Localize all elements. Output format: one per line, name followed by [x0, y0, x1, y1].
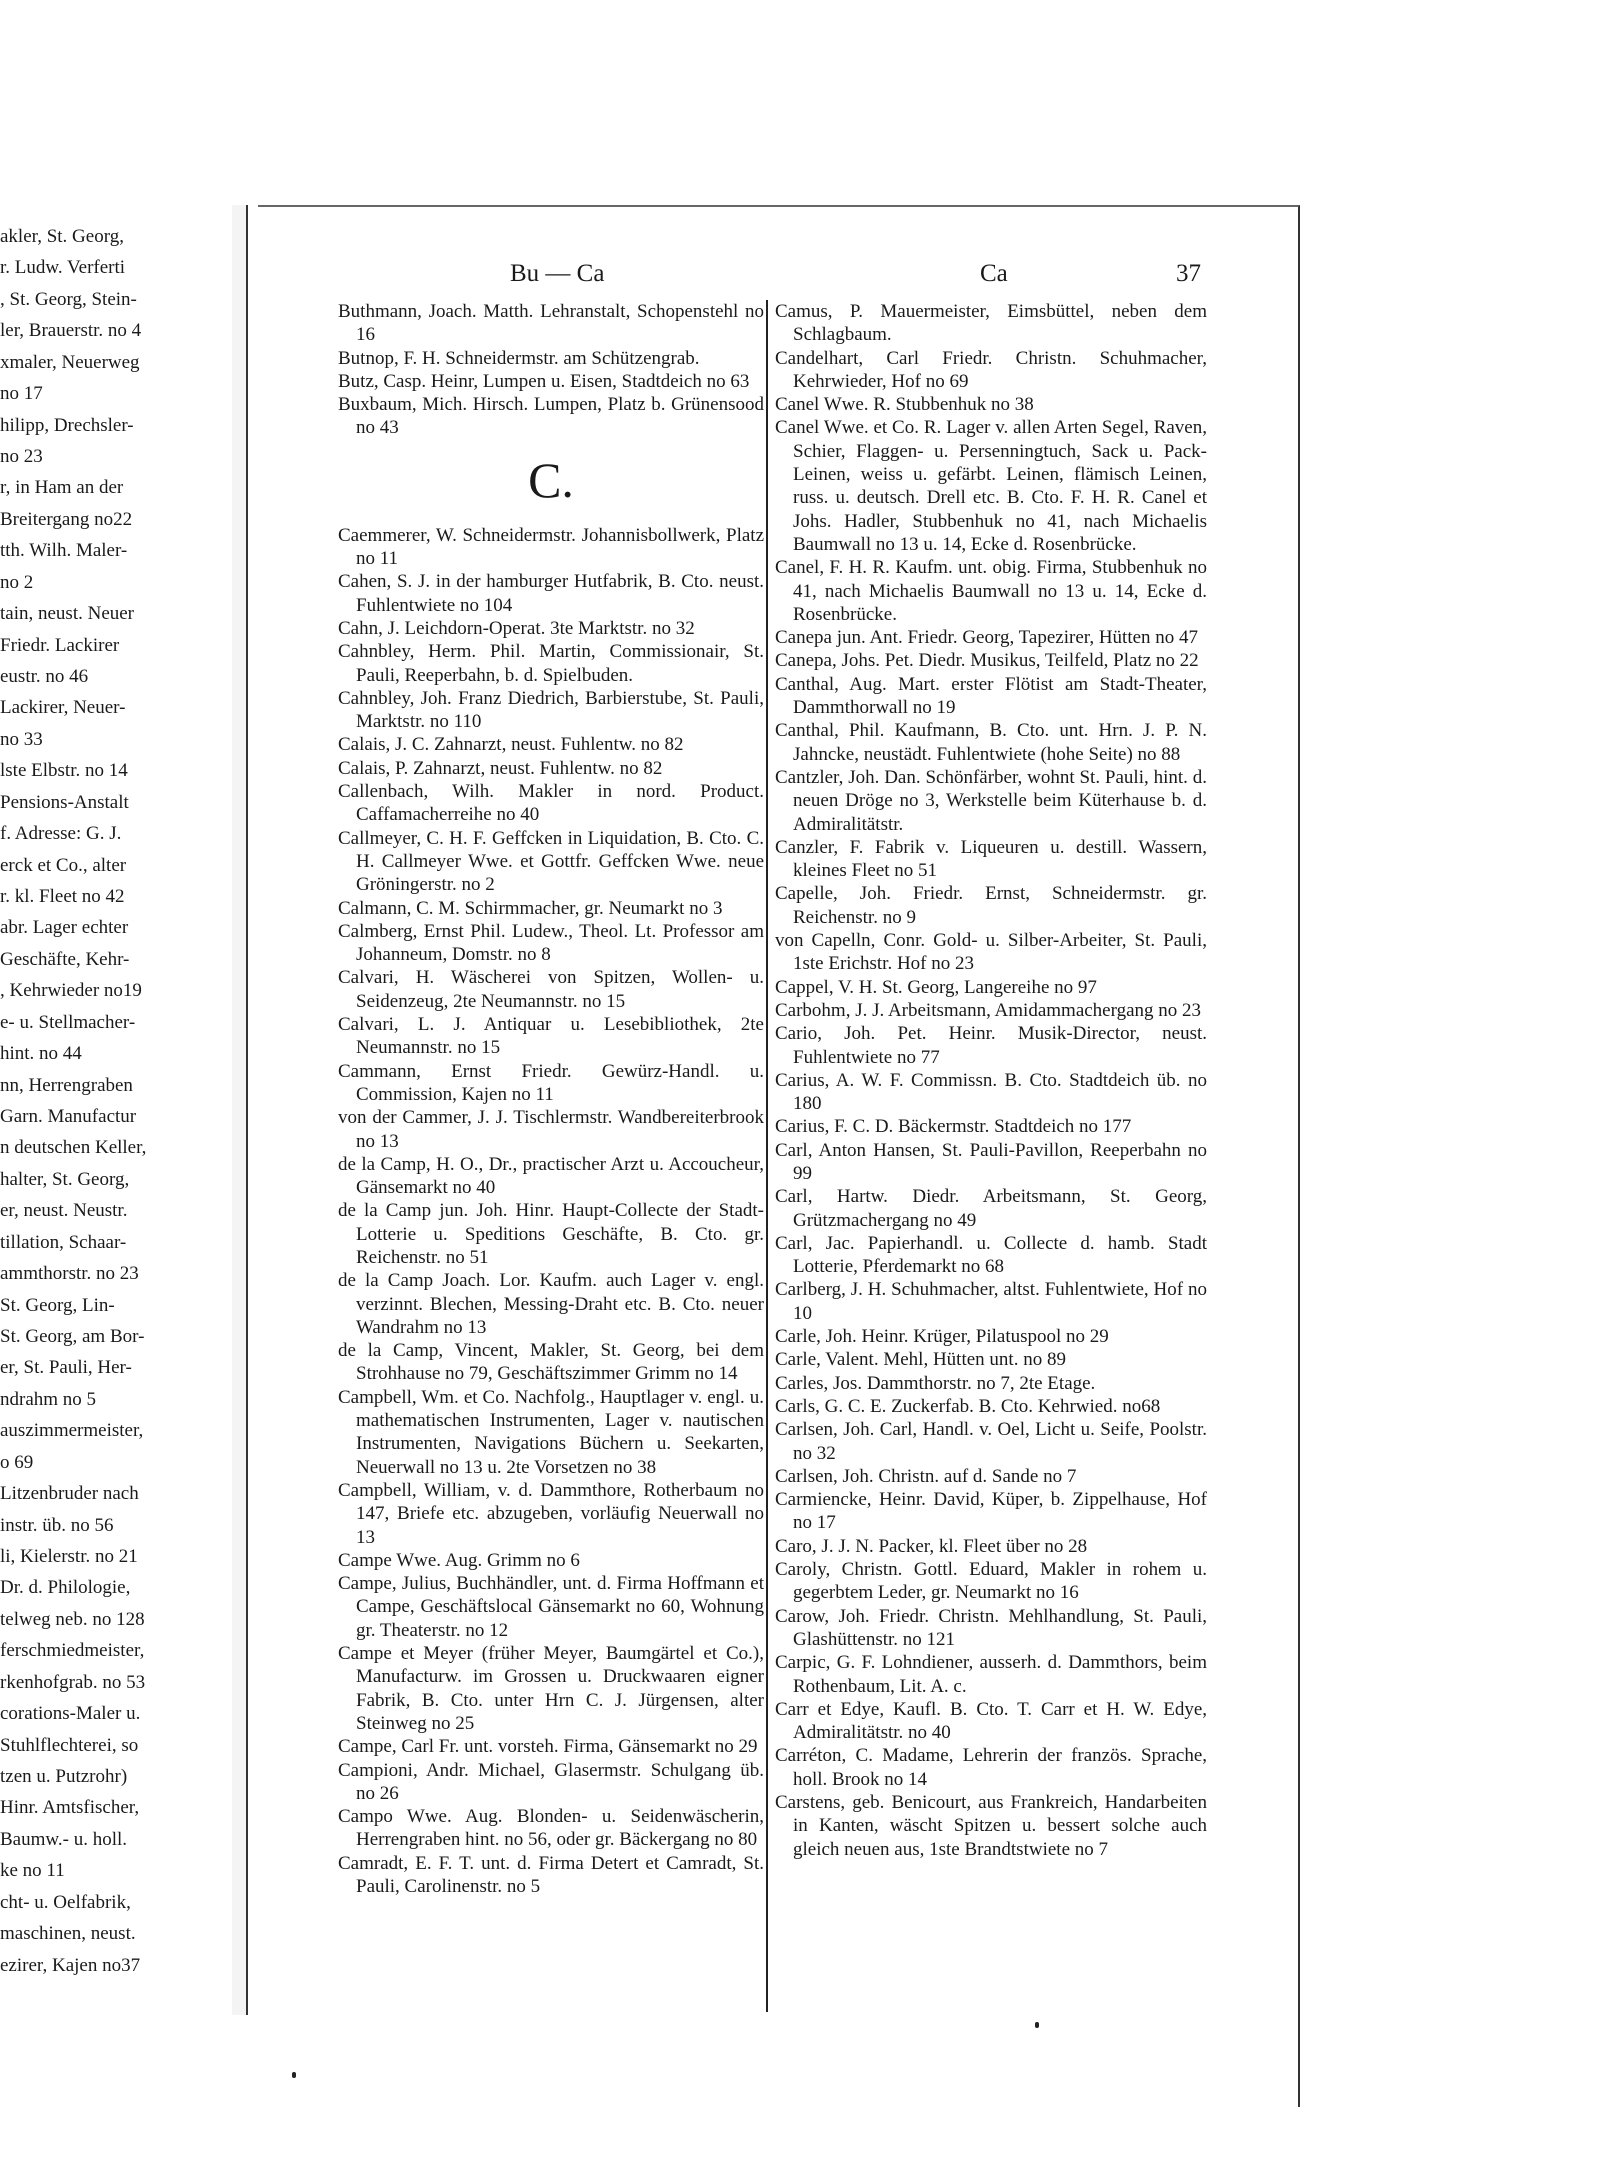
directory-entry: Carow, Joh. Friedr. Christn. Mehlhandlung, St. Pauli, Glashüttenstr. no 121: [775, 1605, 1207, 1650]
left-page-line: tzen u. Putzrohr): [0, 1766, 128, 1787]
directory-entry: Caro, J. J. N. Packer, kl. Fleet über no 28: [775, 1535, 1088, 1557]
directory-entry: Carles, Jos. Dammthorstr. no 7, 2te Etage.: [775, 1372, 1096, 1394]
column-a: [338, 300, 764, 1898]
column-a-entries-before: [338, 300, 764, 440]
left-page-line: St. Georg, am Bor-: [0, 1326, 145, 1347]
directory-entry: Cappel, V. H. St. Georg, Langereihe no 97: [775, 976, 1097, 998]
directory-entry: Carlsen, Joh. Christn. auf d. Sande no 7: [775, 1465, 1077, 1487]
book-gutter: [232, 205, 248, 2015]
left-page-line: abr. Lager echter: [0, 917, 129, 939]
left-page-line: tth. Wilh. Maler-: [0, 540, 128, 562]
left-page-line: no 2: [0, 571, 34, 593]
directory-entry: Butz, Casp. Heinr, Lumpen u. Eisen, Stadtdeich no 63: [338, 370, 750, 392]
directory-entry: Canzler, F. Fabrik v. Liqueuren u. destill. Wassern, kleines Fleet no 51: [775, 836, 1207, 882]
directory-entry: Carréton, C. Madame, Lehrerin der französ. Sprache, holl. Brook no 14: [775, 1745, 1207, 1790]
left-page-line: ezirer, Kajen no37: [0, 1954, 141, 1976]
left-page-line: e- u. Stellmacher-: [0, 1011, 136, 1033]
directory-entry: de la Camp jun. Joh. Hinr. Haupt-Collecte der Stadt-Lotterie u. Speditions Geschäfte, B. Cto. gr. Reichenstr. no 51: [338, 1200, 764, 1268]
directory-entry: Calais, J. C. Zahnarzt, neust. Fuhlentw. no 82: [338, 734, 684, 756]
directory-entry: de la Camp Joach. Lor. Kaufm. auch Lager v. engl. verzinnt. Blechen, Messing-Draht etc. B. Cto. neuer Wandrahm no 13: [338, 1270, 764, 1338]
section-letter-heading: C.: [528, 451, 574, 508]
left-page-line: hilipp, Drechsler-: [0, 414, 134, 436]
directory-entry: Canthal, Aug. Mart. erster Flötist am Stadt-Theater, Dammthorwall no 19: [775, 673, 1207, 719]
left-page-line: ke no 11: [0, 1860, 65, 1882]
directory-entry: Carius, A. W. F. Commissn. B. Cto. Stadtdeich üb. no 180: [775, 1069, 1207, 1115]
left-page-line: auszimmermeister,: [0, 1420, 144, 1442]
directory-entry: Campe, Carl Fr. unt. vorsteh. Firma, Gänsemarkt no 29: [338, 1736, 758, 1758]
left-page-line: lste Elbstr. no 14: [0, 760, 128, 782]
left-page-line: ndrahm no 5: [0, 1388, 97, 1410]
left-page-line: Pensions-Anstalt: [0, 791, 129, 813]
directory-entry: Campbell, Wm. et Co. Nachfolg., Hauptlager v. engl. u. mathematischen Instrumenten, Lager v. nautischen Instrumenten, Navigations Büchern u. Seekarten, Neuerwall no 13 u. 2te Vorsetzen no 38: [338, 1386, 764, 1478]
left-page-line: rkenhofgrab. no 53: [0, 1671, 146, 1693]
directory-entry: Caroly, Christn. Gottl. Eduard, Makler in rohem u. gegerbtem Leder, gr. Neumarkt no 16: [775, 1559, 1207, 1604]
left-page-line: Geschäfte, Kehr-: [0, 948, 130, 970]
left-page-line: xmaler, Neuerweg: [0, 351, 140, 373]
directory-entry: Canel Wwe. et Co. R. Lager v. allen Arten Segel, Raven, Schier, Flaggen- u. Persenningtuch, Sack u. Pack-Leinen, weiss u. gefärbt. Leinen, flämisch Leinen, russ. u. deutsch. Drell etc. B. Cto. F. H. R. Canel et Johs. Hadler, Stubbenhuk no 41, nach Michaelis Baumwall no 13 u. 14, Ecke d. Rosenbrücke.: [775, 417, 1207, 555]
directory-entry: Camus, P. Mauermeister, Eimsbüttel, neben dem Schlagbaum.: [775, 301, 1207, 346]
left-page-line: tillation, Schaar-: [0, 1231, 127, 1253]
left-page-line: ferschmiedmeister,: [0, 1640, 145, 1662]
left-page-line: r. Ludw. Verferti: [0, 257, 126, 279]
left-page-line: Garn. Manufactur: [0, 1106, 137, 1127]
left-page-line: akler, St. Georg,: [0, 226, 124, 247]
left-page-line: f. Adresse: G. J.: [0, 823, 122, 845]
left-page-line: nn, Herrengraben: [0, 1074, 133, 1096]
directory-entry: von der Cammer, J. J. Tischlermstr. Wandbereiterbrook no 13: [338, 1107, 764, 1152]
left-page-line: telweg neb. no 128: [0, 1608, 145, 1630]
directory-entry: Callmeyer, C. H. F. Geffcken in Liquidation, B. Cto. C. H. Callmeyer Wwe. et Gottfr. Geffcken Wwe. neue Gröningerstr. no 2: [338, 827, 764, 896]
ink-speck: [1035, 2022, 1039, 2028]
column-b-entries: [775, 300, 1207, 1861]
directory-entry: Calmann, C. M. Schirmmacher, gr. Neumarkt no 3: [338, 897, 723, 919]
left-page-line: Lackirer, Neuer-: [0, 697, 126, 719]
directory-entry: Carbohm, J. J. Arbeitsmann, Amidammachergang no 23: [775, 999, 1202, 1021]
left-page-line: hint. no 44: [0, 1043, 82, 1065]
directory-entry: Cario, Joh. Pet. Heinr. Musik-Director, neust. Fuhlentwiete no 77: [775, 1023, 1207, 1068]
directory-entry: Carl, Hartw. Diedr. Arbeitsmann, St. Georg, Grützmachergang no 49: [775, 1186, 1207, 1231]
left-page-line: r. kl. Fleet no 42: [0, 886, 125, 907]
directory-entry: von Capelln, Conr. Gold- u. Silber-Arbeiter, St. Pauli, 1ste Erichstr. Hof no 23: [775, 930, 1207, 975]
directory-entry: Cammann, Ernst Friedr. Gewürz-Handl. u. Commission, Kajen no 11: [338, 1060, 764, 1105]
left-page-line: r, in Ham an der: [0, 477, 124, 499]
header-left-range: Bu — Ca: [510, 260, 605, 287]
directory-entry: Cahn, J. Leichdorn-Operat. 3te Marktstr. no 32: [338, 617, 695, 639]
column-divider: [766, 300, 768, 2012]
directory-entry: Campe, Julius, Buchhändler, unt. d. Firma Hoffmann et Campe, Geschäftslocal Gänsemarkt no 60, Wohnung gr. Theaterstr. no 12: [338, 1573, 764, 1641]
left-page-line: ammthorstr. no 23: [0, 1263, 139, 1285]
left-page-line: li, Kielerstr. no 21: [0, 1546, 138, 1567]
directory-entry: Buthmann, Joach. Matth. Lehranstalt, Schopenstehl no 16: [338, 301, 764, 346]
left-page-line: Breitergang no22: [0, 508, 133, 530]
directory-entry: Carstens, geb. Benicourt, aus Frankreich, Handarbeiten in Kanten, wäscht Spitzen u. bessert solche auch gleich neuen aus, 1ste Brandtstwiete no 7: [775, 1792, 1207, 1860]
directory-entry: Callenbach, Wilh. Makler in nord. Product. Caffamacherreihe no 40: [338, 781, 764, 826]
directory-entry: Carls, G. C. E. Zuckerfab. B. Cto. Kehrwied. no68: [775, 1395, 1161, 1417]
left-page-line: St. Georg, Lin-: [0, 1294, 115, 1316]
left-page-line: , St. Georg, Stein-: [0, 288, 137, 310]
directory-entry: Canepa jun. Ant. Friedr. Georg, Tapezirer, Hütten no 47: [775, 627, 1199, 649]
directory-entry: Canthal, Phil. Kaufmann, B. Cto. unt. Hrn. J. P. N. Jahncke, neustädt. Fuhlentwiete (hohe Seite) no 88: [775, 720, 1207, 765]
column-a-entries-after: [338, 524, 764, 1899]
directory-entry: Campo Wwe. Aug. Blonden- u. Seidenwäscherin, Herrengraben hint. no 56, oder gr. Bäckergang no 80: [338, 1806, 764, 1851]
directory-entry: Carl, Jac. Papierhandl. u. Collecte d. hamb. Stadt Lotterie, Pferdemarkt no 68: [775, 1232, 1207, 1278]
directory-entry: Cahen, S. J. in der hamburger Hutfabrik, B. Cto. neust. Fuhlentwiete no 104: [338, 571, 764, 616]
left-page-line: eustr. no 46: [0, 666, 89, 687]
left-page-line: er, neust. Neustr.: [0, 1200, 128, 1222]
directory-entry: Caemmerer, W. Schneidermstr. Johannisbollwerk, Platz no 11: [338, 524, 764, 570]
directory-entry: Canel Wwe. R. Stubbenhuk no 38: [775, 394, 1034, 416]
directory-entry: Carl, Anton Hansen, St. Pauli-Pavillon, Reeperbahn no 99: [775, 1139, 1207, 1184]
directory-entry: Calmberg, Ernst Phil. Ludew., Theol. Lt. Professor am Johanneum, Domstr. no 8: [338, 920, 764, 966]
ink-speck: [292, 2072, 296, 2078]
directory-entry: Calvari, L. J. Antiquar u. Lesebibliothek, 2te Neumannstr. no 15: [338, 1014, 764, 1059]
left-page-line: Friedr. Lackirer: [0, 634, 120, 656]
directory-entry: Campbell, William, v. d. Dammthore, Rotherbaum no 147, Briefe etc. abzugeben, vorläufig Neuerwall no 13: [338, 1479, 764, 1548]
directory-entry: Butnop, F. H. Schneidermstr. am Schützengrab.: [338, 347, 700, 369]
directory-entry: Campioni, Andr. Michael, Glasermstr. Schulgang üb. no 26: [338, 1759, 764, 1804]
left-page-line: o 69: [0, 1451, 34, 1473]
directory-entry: Calvari, H. Wäscherei von Spitzen, Wollen- u. Seidenzeug, 2te Neumannstr. no 15: [338, 967, 764, 1012]
left-page-line: halter, St. Georg,: [0, 1168, 130, 1190]
header-center-letter: Ca: [980, 260, 1008, 287]
left-page-line: n deutschen Keller,: [0, 1137, 147, 1159]
directory-entry: Carpic, G. F. Lohndiener, ausserh. d. Dammthors, beim Rothenbaum, Lit. A. c.: [775, 1652, 1207, 1697]
directory-entry: Candelhart, Carl Friedr. Christn. Schuhmacher, Kehrwieder, Hof no 69: [775, 347, 1207, 392]
left-page-line: instr. üb. no 56: [0, 1514, 114, 1536]
directory-entry: de la Camp, Vincent, Makler, St. Georg, bei dem Strohhause no 79, Geschäftszimmer Grimm no 14: [338, 1340, 764, 1385]
directory-entry: Campe Wwe. Aug. Grimm no 6: [338, 1549, 580, 1571]
directory-entry: Canel, F. H. R. Kaufm. unt. obig. Firma, Stubbenhuk no 41, nach Michaelis Baumwall no 13 u. 14, Ecke d. Rosenbrücke.: [775, 557, 1207, 625]
left-page-line: tain, neust. Neuer: [0, 603, 135, 625]
left-page-line: Dr. d. Philologie,: [0, 1577, 131, 1599]
left-page-line: ler, Brauerstr. no 4: [0, 320, 142, 342]
directory-entry: Capelle, Joh. Friedr. Ernst, Schneidermstr. gr. Reichenstr. no 9: [775, 883, 1207, 928]
left-page-line: no 23: [0, 446, 43, 467]
directory-entry: Canepa, Johs. Pet. Diedr. Musikus, Teilfeld, Platz no 22: [775, 650, 1199, 672]
left-page-line: er, St. Pauli, Her-: [0, 1357, 132, 1379]
directory-entry: Camradt, E. F. T. unt. d. Firma Detert et Camradt, St. Pauli, Carolinenstr. no 5: [338, 1852, 764, 1897]
left-page-line: no 33: [0, 728, 43, 750]
left-page-line: erck et Co., alter: [0, 854, 127, 876]
page-header: [330, 260, 1210, 290]
directory-entry: Carle, Valent. Mehl, Hütten unt. no 89: [775, 1349, 1066, 1371]
directory-entry: Campe et Meyer (früher Meyer, Baumgärtel et Co.), Manufacturw. im Grossen u. Druckwaaren eigner Fabrik, B. Cto. unter Hrn C. J. Jürgensen, alter Steinweg no 25: [338, 1643, 764, 1734]
left-page-line: Stuhlflechterei, so: [0, 1734, 139, 1756]
directory-entry: Cahnbley, Joh. Franz Diedrich, Barbierstube, St. Pauli, Marktstr. no 110: [338, 687, 764, 733]
left-page-line: , Kehrwieder no19: [0, 980, 142, 1002]
directory-entry: Buxbaum, Mich. Hirsch. Lumpen, Platz b. Grünensood no 43: [338, 394, 764, 439]
directory-entry: Cantzler, Joh. Dan. Schönfärber, wohnt St. Pauli, hint. d. neuen Dröge no 3, Werkstelle beim Küterhause b. d. Admiralitätstr.: [775, 766, 1207, 835]
left-page-line: Hinr. Amtsfischer,: [0, 1797, 140, 1819]
directory-entry: Calais, P. Zahnarzt, neust. Fuhlentw. no 82: [338, 757, 663, 779]
left-page-line: Baumw.- u. holl.: [0, 1828, 128, 1850]
left-page-line: cht- u. Oelfabrik,: [0, 1891, 131, 1913]
column-b: [775, 300, 1207, 1861]
left-page-fragment: [0, 205, 234, 2010]
directory-entry: Carlsen, Joh. Carl, Handl. v. Oel, Licht u. Seife, Poolstr. no 32: [775, 1419, 1207, 1464]
left-page-line: no 17: [0, 383, 43, 405]
left-page-line: Litzenbruder nach: [0, 1483, 139, 1505]
page-number: 37: [1176, 260, 1201, 287]
directory-entry: Carlberg, J. H. Schuhmacher, altst. Fuhlentwiete, Hof no 10: [775, 1279, 1207, 1324]
directory-entry: Carr et Edye, Kaufl. B. Cto. T. Carr et H. W. Edye, Admiralitätstr. no 40: [775, 1698, 1207, 1744]
directory-entry: Carmiencke, Heinr. David, Küper, b. Zippelhause, Hof no 17: [775, 1489, 1207, 1534]
directory-entry: Carle, Joh. Heinr. Krüger, Pilatuspool no 29: [775, 1326, 1109, 1348]
left-page-line: corations-Maler u.: [0, 1703, 141, 1725]
directory-entry: Cahnbley, Herm. Phil. Martin, Commissionair, St. Pauli, Reeperbahn, b. d. Spielbuden.: [338, 641, 764, 686]
directory-entry: Carius, F. C. D. Bäckermstr. Stadtdeich no 177: [775, 1116, 1132, 1138]
left-page-line: maschinen, neust.: [0, 1923, 136, 1945]
directory-entry: de la Camp, H. O., Dr., practischer Arzt u. Accoucheur, Gänsemarkt no 40: [338, 1153, 764, 1199]
